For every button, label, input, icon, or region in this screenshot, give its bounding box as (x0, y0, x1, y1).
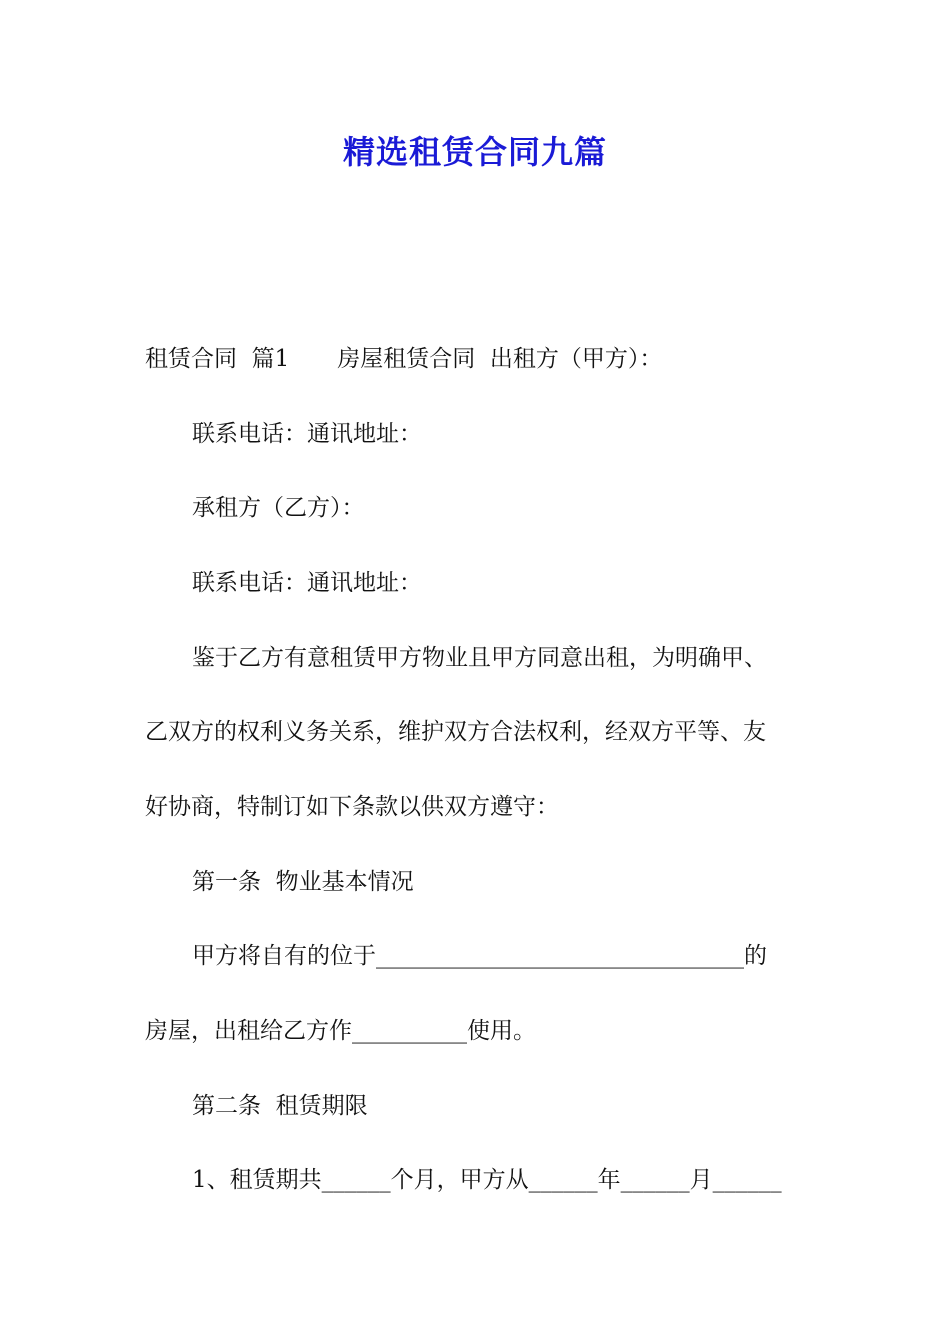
paragraph-line: 好协商，特制订如下条款以供双方遵守： (145, 794, 559, 820)
contract-heading-part2: 房屋租赁合同 出租方（甲方）： (337, 346, 663, 372)
contract-heading-line (145, 341, 807, 377)
paragraph-line: 鉴于乙方有意租赁甲方物业且甲方同意出租，为明确甲、 (192, 645, 767, 671)
party-b-line: 承租方（乙方）： (192, 495, 365, 521)
paragraph-line: 甲方将自有的位于________________________________的 (192, 943, 767, 969)
paragraph-line: 房屋，出租给乙方作__________使用。 (145, 1018, 536, 1044)
party-a-contact-line: 联系电话：通讯地址： (192, 421, 422, 447)
document-title: 精选租赁合同九篇 (342, 133, 607, 171)
article-heading: 第二条 租赁期限 (192, 1093, 368, 1119)
article-heading: 第一条 物业基本情况 (192, 869, 414, 895)
contract-heading-part1: 租赁合同 篇1 (145, 346, 290, 372)
party-b-contact-line: 联系电话：通讯地址： (192, 570, 422, 596)
paragraph-line: 1、租赁期共______个月，甲方从______年______月______ (192, 1167, 782, 1193)
paragraph-line: 乙双方的权利义务关系，维护双方合法权利，经双方平等、友 (145, 719, 766, 745)
